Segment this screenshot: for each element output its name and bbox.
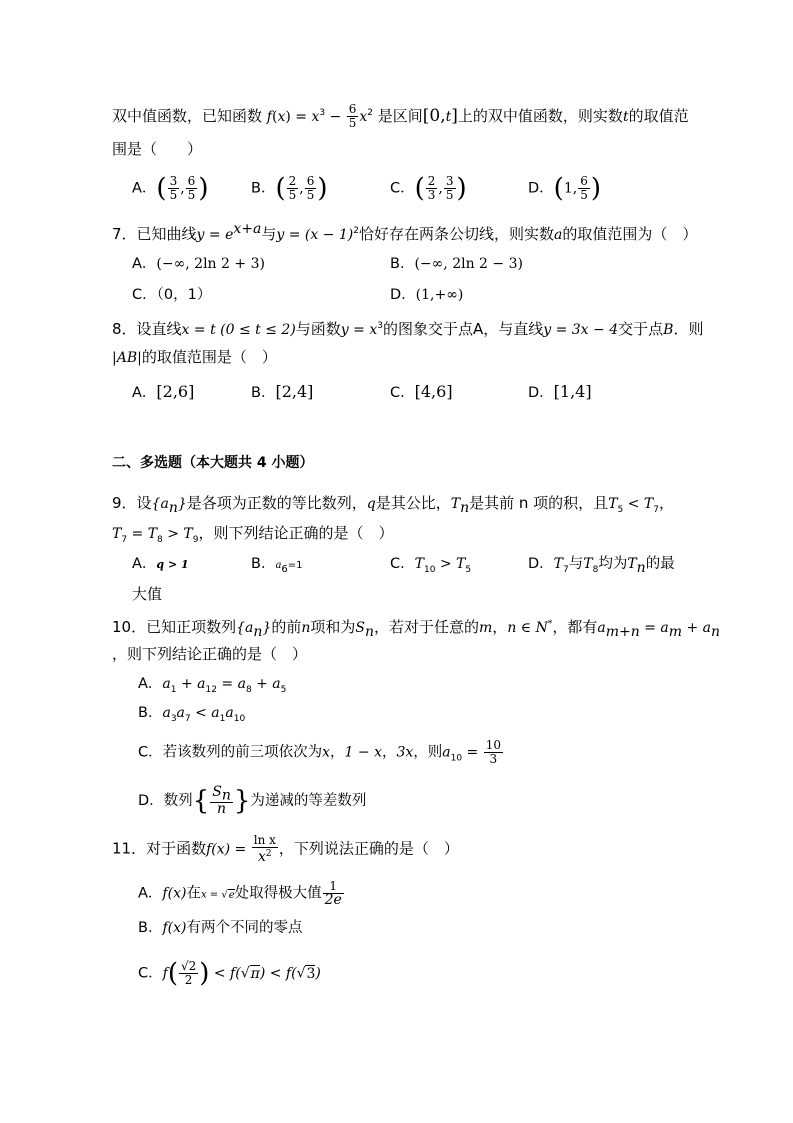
q9-option-c[interactable]: C．$T_{10} > T_5$ — [390, 556, 472, 575]
q8-option-c[interactable]: C．[4,6] — [390, 382, 453, 401]
q6-option-d[interactable]: D．(1, $\frac{6}{5}$ ) — [528, 173, 601, 204]
q10-stem: 10．已知正项数列$\{a_n\}$的前n项和为$S_n$，若对于任意的m，n ∈ N*，都有$a_{m+n} = a_m + a_n$ — [112, 618, 721, 640]
q7-option-c[interactable]: C．（0，1） — [132, 287, 212, 303]
q10-option-d[interactable]: D．数列{ $\frac{S_n}{n}$ }为递减的等差数列 — [138, 784, 367, 818]
q7-stem: 7．已知曲线$y = e^{x+a}$与$y = (x - 1)^2$恰好存在两条公切线，则实数a的取值范围为（ ） — [112, 221, 698, 243]
q8-stem: 8．设直线x = t (0 ≤ t ≤ 2)与函数$y = x^3$的图象交于点A，与直线y = 3x − 4交于点B．则 — [112, 320, 704, 338]
q9-option-d[interactable]: D．$T_7$与$T_8$均为$T_n$的最 — [528, 556, 675, 576]
q9-line2: $T_7 = T_8 > T_9$，则下列结论正确的是（ ） — [112, 524, 394, 545]
q9-option-b[interactable]: B．$a_6=1$ — [251, 556, 303, 575]
q7-option-a[interactable]: A．(−∞, 2ln 2 + 3) — [132, 256, 265, 272]
q9-option-a[interactable]: A．q > 1 — [132, 556, 189, 572]
q8-option-b[interactable]: B．[2,4] — [251, 382, 314, 401]
q6-option-c[interactable]: C．( $\frac{2}{3}$ , $\frac{3}{5}$ ) — [390, 173, 467, 204]
q10-line2: ，则下列结论正确的是（ ） — [112, 645, 308, 663]
q6-option-b[interactable]: B．( $\frac{2}{5}$ , $\frac{6}{5}$ ) — [251, 173, 328, 204]
q6-option-a[interactable]: A．( $\frac{3}{5}$ , $\frac{6}{5}$ ) — [132, 173, 209, 204]
q6-line2: 围是（ ） — [112, 140, 203, 158]
q9-stem: 9．设$\{a_n\}$是各项为正数的等比数列，q是其公比，$T_n$是其前 n 项的积，且$T_5 < T_7$， — [112, 494, 674, 516]
q11-option-a[interactable]: A．f(x)在x = √e处取得极大值 $\frac{1}{2e}$ — [138, 879, 342, 908]
q10-option-b[interactable]: B．$a_3a_7 < a_1a_{10}$ — [138, 705, 246, 724]
q8-line2: |AB|的取值范围是（ ） — [112, 348, 277, 366]
q7-option-d[interactable]: D．(1,+∞) — [390, 287, 464, 303]
q6-line1: 双中值函数，已知函数 $f(x) = x^3$ − $\frac{6}{5}$ $x^2$ 是区间[0,t]上的双中值函数，则实数t的取值范 — [112, 102, 689, 130]
q11-option-c[interactable]: C．f( $\frac{√2}{2}$ ) < f(√π) < f(√3) — [138, 958, 321, 989]
q11-stem: 11．对于函数f(x) = $\frac{\text{ln x}}{x^2}$ ，下列说法正确的是（ ） — [112, 833, 459, 865]
q8-option-d[interactable]: D．[1,4] — [528, 382, 592, 401]
section-heading: 二、多选题（本大题共 4 小题） — [112, 455, 314, 471]
q9-option-d-cont: 大值 — [132, 585, 163, 603]
q11-option-b[interactable]: B．f(x)有两个不同的零点 — [138, 920, 303, 936]
q10-option-c[interactable]: C．若该数列的前三项依次为x，1 − x，3x，则$a_{10}$ = $\frac{10}{3}$ — [138, 738, 502, 766]
q8-option-a[interactable]: A．[2,6] — [132, 382, 195, 401]
q10-option-a[interactable]: A．$a_1 + a_{12} = a_8 + a_5$ — [138, 676, 287, 695]
q7-option-b[interactable]: B．(−∞, 2ln 2 − 3) — [390, 256, 523, 272]
